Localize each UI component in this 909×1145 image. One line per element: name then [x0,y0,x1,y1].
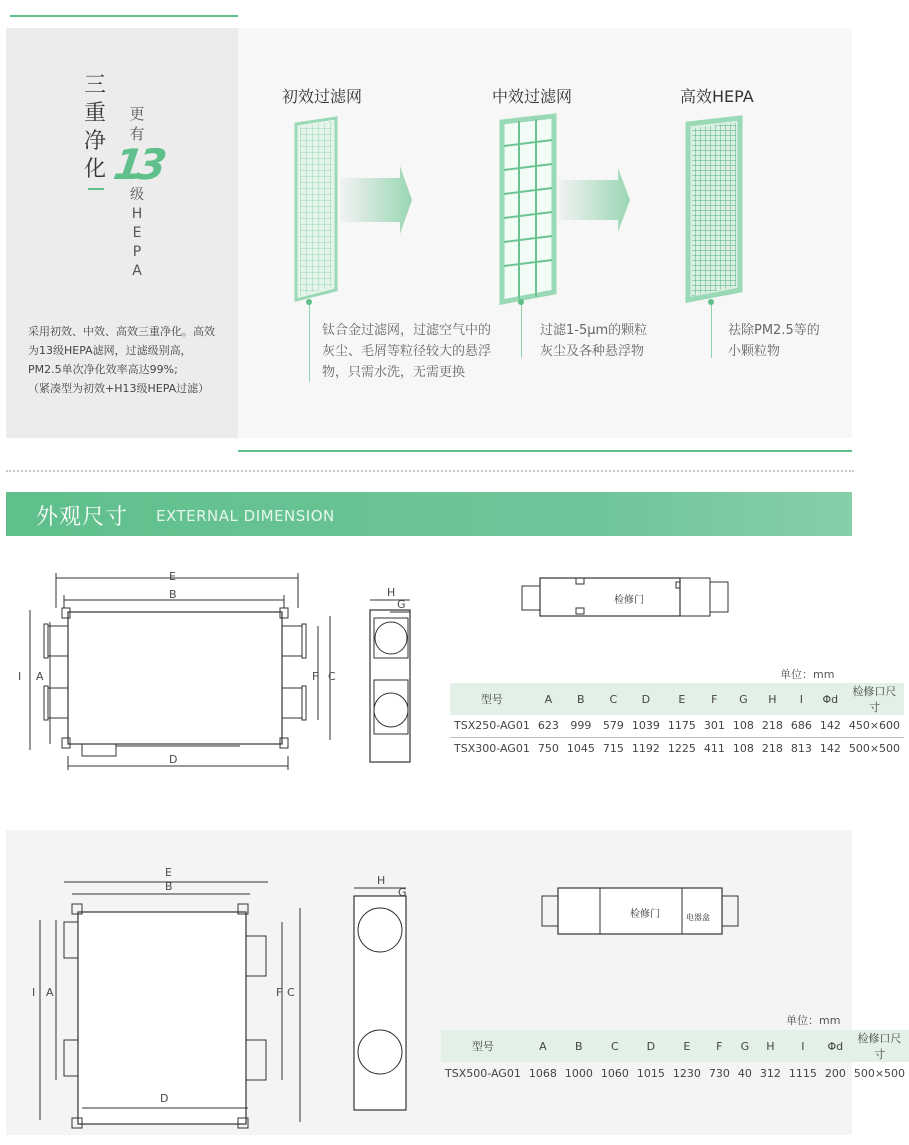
label-E-1: E [169,570,176,583]
front-view-2 [40,882,300,1128]
label-A-2: A [46,986,54,999]
stage-medium-dot [518,299,524,305]
label-H-1: H [387,586,396,599]
label-G-1: G [397,598,406,611]
label-B-2: B [165,880,173,893]
front-view-1 [30,573,330,770]
bottom-accent-rule [238,450,852,452]
unit-label-1: 单位：mm [780,668,835,681]
label-D-2: D [160,1092,169,1105]
hepa-grade-number: 13 [110,140,164,189]
label-I-1: I [18,670,22,683]
stage-primary-stem [309,302,310,382]
flow-arrow-1 [340,166,412,234]
filter-illustrations [240,110,840,310]
spec-table-2 [441,1030,909,1084]
subtitle-bottom: 级 H E P A [130,187,144,279]
spec-table-1-header: 型号 A B C D E F G H I Φd 检修口尺寸 [450,683,904,715]
spec-table-1 [450,683,904,759]
stage-primary-dot [306,299,312,305]
side-view-2 [354,888,406,1110]
table-row: TSX250-AG01 623 999 579 1039 1175 301 108 218 686 142 450×600 [454,719,901,733]
dimension-title-cn: 外观尺寸 [36,505,129,530]
medium-filter-mesh [502,116,554,302]
flow-arrow-2 [558,168,630,232]
spec-table-2-header: 型号 A B C D E F G H I Φd 检修口尺寸 [441,1030,909,1062]
label-C-2: C [287,986,295,999]
access-door-label-2: 检修门 [630,909,660,920]
label-H-2: H [377,874,386,887]
top-accent-rule [10,15,238,17]
stage-medium-title: 中效过滤网 [492,87,573,106]
label-D-1: D [169,753,178,766]
label-C-1: C [328,670,336,683]
stage-medium-stem [521,302,522,358]
stage-primary-desc: 钛合金过滤网，过滤空气中的 灰尘、毛屑等粒径较大的悬浮 物，只需水洗，无需更换 [322,323,492,380]
table-row: TSX500-AG01 1068 1000 1060 1015 1230 730 40 312 1115 200 500×500 [445,1066,906,1080]
label-B-1: B [169,588,177,601]
unit-label-2: 单位：mm [786,1014,841,1027]
dimension-title-en: EXTERNAL DIMENSION [156,507,335,525]
table-row: TSX300-AG01 750 1045 715 1192 1225 411 108 218 813 142 500×500 [450,737,904,759]
dimension-banner [6,492,852,536]
label-F-2: F [276,986,283,999]
electric-box-label: 电器盒 [686,913,710,922]
section-divider [6,470,854,472]
label-I-2: I [32,986,36,999]
stage-hepa-desc: 祛除PM2.5等的 小颗粒物 [728,323,820,359]
filtration-description: 采用初效、中效、高效三重净化。高效 为13级HEPA滤网，过滤级别高， PM2.5单次净化效率高达99%; （紧凑型为初效+H13级HEPA过滤） [28,325,215,395]
primary-filter-mesh [296,118,336,300]
title-underline [88,188,104,190]
stage-hepa-dot [708,299,714,305]
side-view-1 [370,600,410,762]
access-door-label-1: 检修门 [614,595,644,606]
label-G-2: G [398,886,407,899]
label-A-1: A [36,670,44,683]
triple-filtration-title: 三 重 净 化 [83,73,108,182]
hepa-filter-mesh [688,118,740,300]
subtitle-top: 更 有 [129,105,145,143]
label-E-2: E [165,866,172,879]
label-F-1: F [312,670,319,683]
stage-medium-desc: 过滤1-5μm的颗粒 灰尘及各种悬浮物 [540,323,648,359]
stage-hepa-stem [711,302,712,358]
stage-hepa-title: 高效HEPA [680,87,754,106]
stage-primary-title: 初效过滤网 [282,87,363,106]
